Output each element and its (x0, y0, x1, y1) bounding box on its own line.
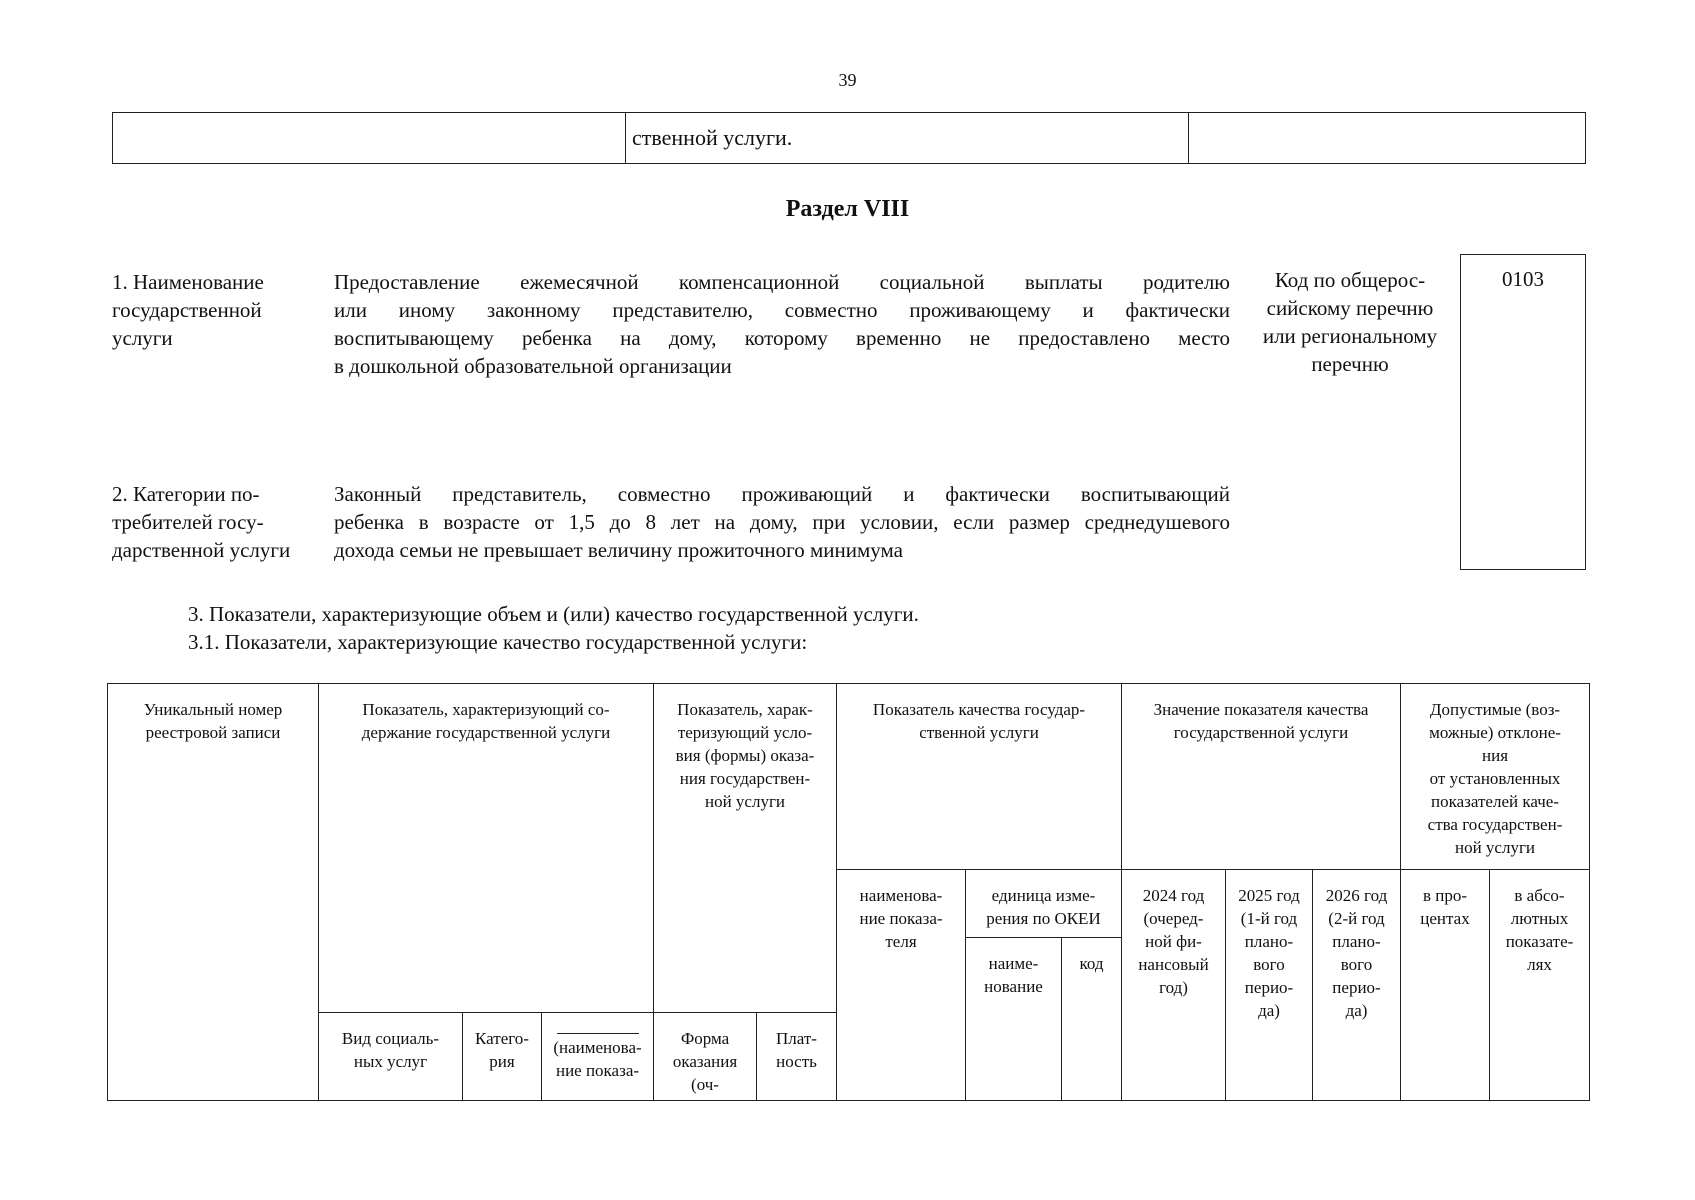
cell-line: 2026 год (1325, 886, 1388, 905)
continuation-table (112, 112, 1586, 164)
header-content-indicator (319, 684, 654, 1013)
label-line: сийскому перечню (1266, 296, 1434, 320)
cell-line: Вид социаль- (341, 1029, 440, 1048)
continuation-cell-2: ственной услуги. (626, 113, 1189, 164)
cell-line: (1-й год (1240, 909, 1298, 928)
cell-line: код (1079, 954, 1104, 973)
header-conditions-indicator (654, 684, 837, 1013)
table-row (113, 113, 1586, 164)
continuation-cell-3 (1189, 113, 1586, 164)
cell-line: ных услуг (353, 1052, 428, 1071)
cell-line: перио- (1244, 978, 1294, 997)
cell-line: планo- (1244, 932, 1294, 951)
cell-line: Показатель, характеризующий со- (362, 700, 610, 719)
cell-line: лях (1527, 955, 1552, 974)
cell-line: да) (1258, 1001, 1280, 1020)
cell-line: ной услуги (704, 792, 786, 811)
label-line: дарственной услуги (112, 538, 291, 562)
header-deviation-absolute (1490, 870, 1590, 1101)
text-line: или иному законному представителю, совместно проживающему и фактически (334, 298, 1230, 322)
blank-line (557, 1033, 639, 1034)
cell-line: теризующий усло- (677, 723, 813, 742)
cell-line: в про- (1422, 886, 1468, 905)
cell-line: 2024 год (1142, 886, 1205, 905)
quality-indicators-table (107, 683, 1590, 1101)
cell-line: ства государствен- (1427, 815, 1563, 834)
header-social-service-type (319, 1013, 463, 1101)
cell-line: государственной услуги (1173, 723, 1349, 742)
cell-line: лютных (1510, 909, 1569, 928)
header-service-form (654, 1013, 757, 1101)
text-line: Предоставление ежемесячной компенсационной социальной выплаты родителю (334, 270, 1230, 294)
cell-line: (очеред- (1143, 909, 1204, 928)
label-line: перечню (1311, 352, 1389, 376)
service-name-text (334, 268, 1230, 380)
cell-line: наиме- (988, 954, 1039, 973)
code-label (1245, 266, 1455, 378)
cell-line: вия (формы) оказа- (675, 746, 815, 765)
header-okei-unit (966, 870, 1122, 938)
cell-line: показателей каче- (1431, 792, 1559, 811)
cell-line: плано- (1332, 932, 1381, 951)
cell-line: рения по ОКЕИ (986, 909, 1101, 928)
cell-line: единица изме- (991, 886, 1096, 905)
service-name-label (112, 268, 327, 352)
cell-line: наименова- (859, 886, 943, 905)
cell-line: ственной услуги (919, 723, 1039, 742)
header-unit-name (966, 938, 1062, 1101)
header-unit-code (1062, 938, 1122, 1101)
cell-line: (оч- (691, 1075, 719, 1094)
cell-line: перио- (1332, 978, 1381, 997)
cell-line: реестровой записи (145, 723, 281, 742)
cell-line: рия (489, 1052, 515, 1071)
cell-line: от установленных (1429, 769, 1561, 788)
cell-line: ность (776, 1052, 817, 1071)
header-year-2024 (1122, 870, 1226, 1101)
cell-line: (наименова- (553, 1038, 642, 1057)
cell-line: оказания (672, 1052, 738, 1071)
cell-line: ной услуги (1454, 838, 1536, 857)
cell-line: 2025 год (1238, 886, 1300, 905)
label-line: или региональному (1262, 324, 1438, 348)
code-value: 0103 (1502, 267, 1544, 291)
cell-line: вого (1340, 955, 1373, 974)
cell-line: Показатель, харак- (677, 700, 813, 719)
cell-line: ния (1482, 746, 1509, 765)
cell-line: Плат- (776, 1029, 817, 1048)
section-title: Раздел VIII (785, 196, 910, 222)
header-year-2025 (1226, 870, 1313, 1101)
header-registry-number (108, 684, 319, 1101)
label-line: 2. Категории по- (112, 482, 260, 506)
cell-line: Допустимые (воз- (1429, 700, 1561, 719)
label-line: услуги (112, 326, 173, 350)
cell-line: год) (1159, 978, 1188, 997)
label-line: государственной (112, 298, 262, 322)
cell-line: да) (1345, 1001, 1368, 1020)
cell-line: Показатель качества государ- (872, 700, 1086, 719)
cell-line: ние показа- (859, 909, 943, 928)
text-line: дохода семьи не превышает величину прожиточного минимума (334, 538, 903, 562)
cell-line: ной фи- (1145, 932, 1202, 951)
cell-line: держание государственной услуги (361, 723, 611, 742)
header-category (463, 1013, 542, 1101)
header-indicator-value (1122, 684, 1401, 870)
cell-line: центах (1420, 909, 1470, 928)
cell-line: (2-й год (1328, 909, 1385, 928)
label-line: Код по общерос- (1274, 268, 1426, 292)
header-year-2026 (1313, 870, 1401, 1101)
cell-line: ние показа- (555, 1061, 640, 1080)
quality-indicators-heading: 3.1. Показатели, характеризующие качество государственной услуги: (188, 630, 808, 654)
page-number: 39 (838, 70, 857, 90)
header-deviation-percent (1401, 870, 1490, 1101)
consumer-category-text (334, 480, 1230, 564)
indicators-heading: 3. Показатели, характеризующие объем и (или) качество государственной услуги. (188, 602, 919, 626)
header-blank-indicator (542, 1013, 654, 1101)
label-line: требителей госу- (112, 510, 264, 534)
cell-line: Уникальный номер (143, 700, 283, 719)
text-line: воспитывающему ребенка на дому, которому временно не предоставлено место (334, 326, 1230, 350)
header-payment (757, 1013, 837, 1101)
cell-line: нование (984, 977, 1043, 996)
cell-line: ния государствен- (679, 769, 811, 788)
header-quality-indicator (837, 684, 1122, 870)
table-row (108, 684, 1590, 870)
code-box (1460, 254, 1586, 570)
text-line: в дошкольной образовательной организации (334, 354, 732, 378)
cell-line: в абсо- (1514, 886, 1565, 905)
cell-line: показате- (1505, 932, 1574, 951)
continuation-cell-1 (113, 113, 626, 164)
cell-line: вого (1253, 955, 1285, 974)
header-allowed-deviations (1401, 684, 1590, 870)
cell-line: Форма (680, 1029, 730, 1048)
text-line: Законный представитель, совместно проживающий и фактически воспитывающий (334, 482, 1230, 506)
text-line: ребенка в возрасте от 1,5 до 8 лет на дому, при условии, если размер среднедушевого (334, 510, 1230, 534)
cell-line: Катего- (475, 1029, 529, 1048)
consumer-category-label (112, 480, 327, 564)
cell-line: нансовый (1138, 955, 1209, 974)
header-indicator-name (837, 870, 966, 1101)
cell-line: можные) отклоне- (1429, 723, 1561, 742)
label-line: 1. Наименование (112, 270, 264, 294)
cell-line: Значение показателя качества (1153, 700, 1369, 719)
cell-line: теля (885, 932, 917, 951)
